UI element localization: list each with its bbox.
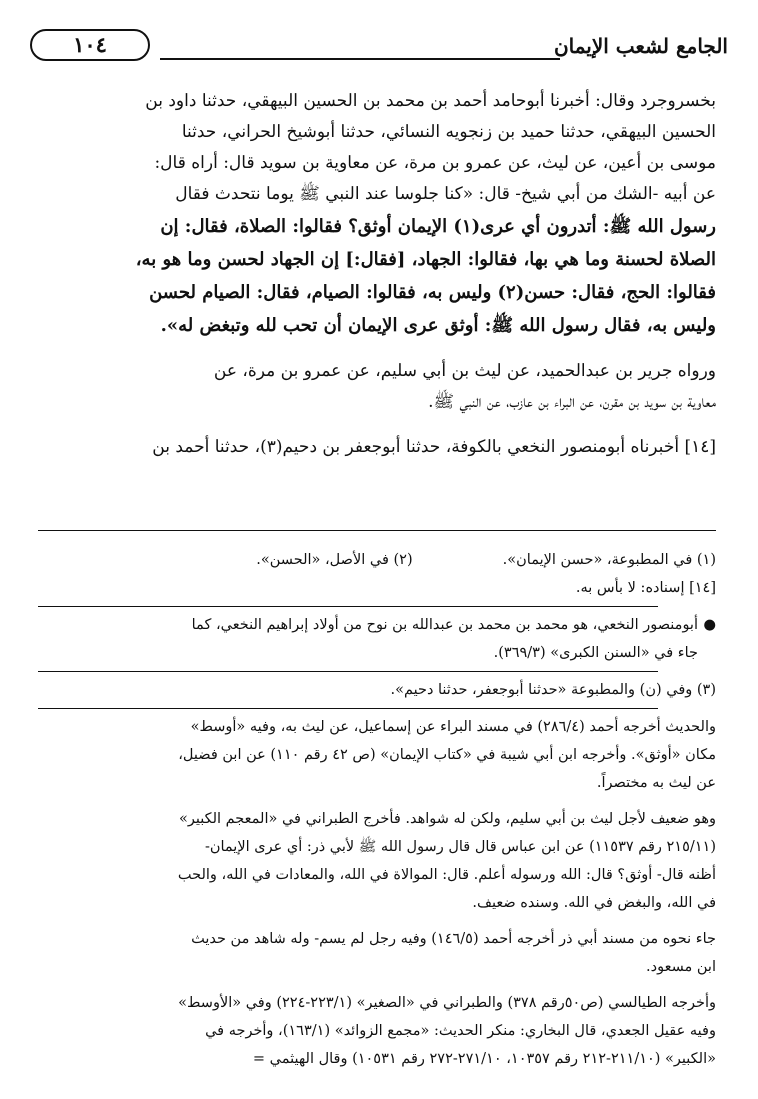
note-divider [38,671,658,672]
main-text [38,86,716,463]
note-divider [38,708,658,709]
text-line: الحسين البيهقي، حدثنا حميد بن زنجويه النسائي، حدثنا أبوشيخ الحراني، حدثنا [181,122,716,142]
hadith-line: فقالوا: الحج، فقال: حسن(٢) وليس به، فقالوا: الصيام، فقال: الصيام لحسن [149,282,716,303]
note-line: ابن مسعود. [646,959,716,975]
note-line: «الكبير» (٢١١/١٠-٢١٢ رقم ١٠٣٥٧، ٢٧١/١٠-٢٧٢ رقم ١٠٥٣١) وقال الهيثمي = [252,1051,716,1067]
note-line: مكان «أوثق». وأخرجه ابن أبي شيبة في «كتاب الإيمان» (ص ٤٢ رقم ١١٠) عن ابن فضيل، [178,747,716,763]
text-line: [١٤] أخبرناه أبومنصور النخعي بالكوفة، حدثنا أبوجعفر بن دحيم(٣)، حدثنا أحمد بن [152,437,716,457]
text-line: عن أبيه -الشك من أبي شيخ- قال: «كنا جلوسا عند النبي ﷺ يوما نتحدث فقال [175,184,716,204]
note-line: وفيه عقيل الجعدي، قال البخاري: منكر الحديث: «مجمع الزوائد» (١٦٣/١)، وأخرجه في [205,1023,716,1039]
hadith-line: الصلاة لحسنة وما هي بها، فقالوا: الجهاد، [فقال:] إن الجهاد لحسن وما هو به، [135,249,716,270]
isnad-note: [١٤] إسناده: لا بأس به. [575,580,716,596]
note-line: جاء في «السنن الكبرى» (٣٦٩/٣). [493,645,698,661]
text-line: ورواه جرير بن عبدالحميد، عن ليث بن أبي سليم، عن عمرو بن مرة، عن [213,361,716,381]
note-line: أبومنصور النخعي، هو محمد بن محمد بن عبدالله بن نوح من أولاد إبراهيم النخعي، كما [191,617,698,633]
text-line: معاوية بن سويد بن مقرن، عن البراء بن عازب، عن النبي ﷺ. [428,392,716,412]
note-line: عن ليث به مختصراً. [596,775,716,791]
page-number-badge: ١٠٤ [30,29,150,61]
note-line: وأخرجه الطيالسي (ص٥٠رقم ٣٧٨) والطبراني في «الصغير» (٢٢٣/١-٢٢٤) وفي «الأوسط» [178,995,716,1011]
note-line: جاء نحوه من مسند أبي ذر أخرجه أحمد (١٤٦/٥) وفيه رجل لم يسم- وله شاهد من حديث [191,931,716,947]
text-line: بخسروجرد وقال: أخبرنا أبوحامد أحمد بن محمد بن الحسين البيهقي، حدثنا داود بن [145,91,716,111]
footnote-2: (٢) في الأصل، «الحسن». [256,552,413,568]
footnote-1: (١) في المطبوعة، «حسن الإيمان». [502,552,716,568]
hadith-line: وليس به، فقال رسول الله ﷺ: أوثق عرى الإيمان أن تحب لله وتبغض له». [160,315,716,336]
note-line: (٢١٥/١١ رقم ١١٥٣٧) عن ابن عباس قال قال رسول الله ﷺ لأبي ذر: أي عرى الإيمان- [204,839,716,855]
note-line: في الله، والبغض في الله. وسنده ضعيف. [472,895,716,911]
book-title: الجامع لشعب الإيمان [553,34,728,58]
text-line: موسى بن أعين، عن ليث، عن عمرو بن مرة، عن معاوية بن سويد قال: أراه قال: [154,153,716,173]
footnotes [38,546,716,1073]
footnote-3: (٣) وفي (ن) والمطبوعة «حدثنا أبوجعفر، حدثنا دحيم». [390,682,716,698]
note-line: وهو ضعيف لأجل ليث بن أبي سليم، ولكن له شواهد. فأخرج الطبراني في «المعجم الكبير» [178,811,716,827]
header-rule [160,58,560,60]
note-line: أظنه قال- أوثق؟ قال: الله ورسوله أعلم. قال: الموالاة في الله، والمعادات في الله، والحب [177,867,716,883]
hadith-line: رسول الله ﷺ: أتدرون أي عرى(١) الإيمان أوثق؟ فقالوا: الصلاة، فقال: إن [160,216,716,237]
note-divider [38,606,658,607]
note-line: والحديث أخرجه أحمد (٢٨٦/٤) في مسند البراء عن إسماعيل، عن ليث به، وفيه «أوسط» [190,719,716,735]
footnote-separator [38,530,716,531]
bullet-icon: ● [703,617,716,633]
page-header [30,26,728,68]
bullet-note [38,611,716,639]
footnote-pair [38,546,716,574]
